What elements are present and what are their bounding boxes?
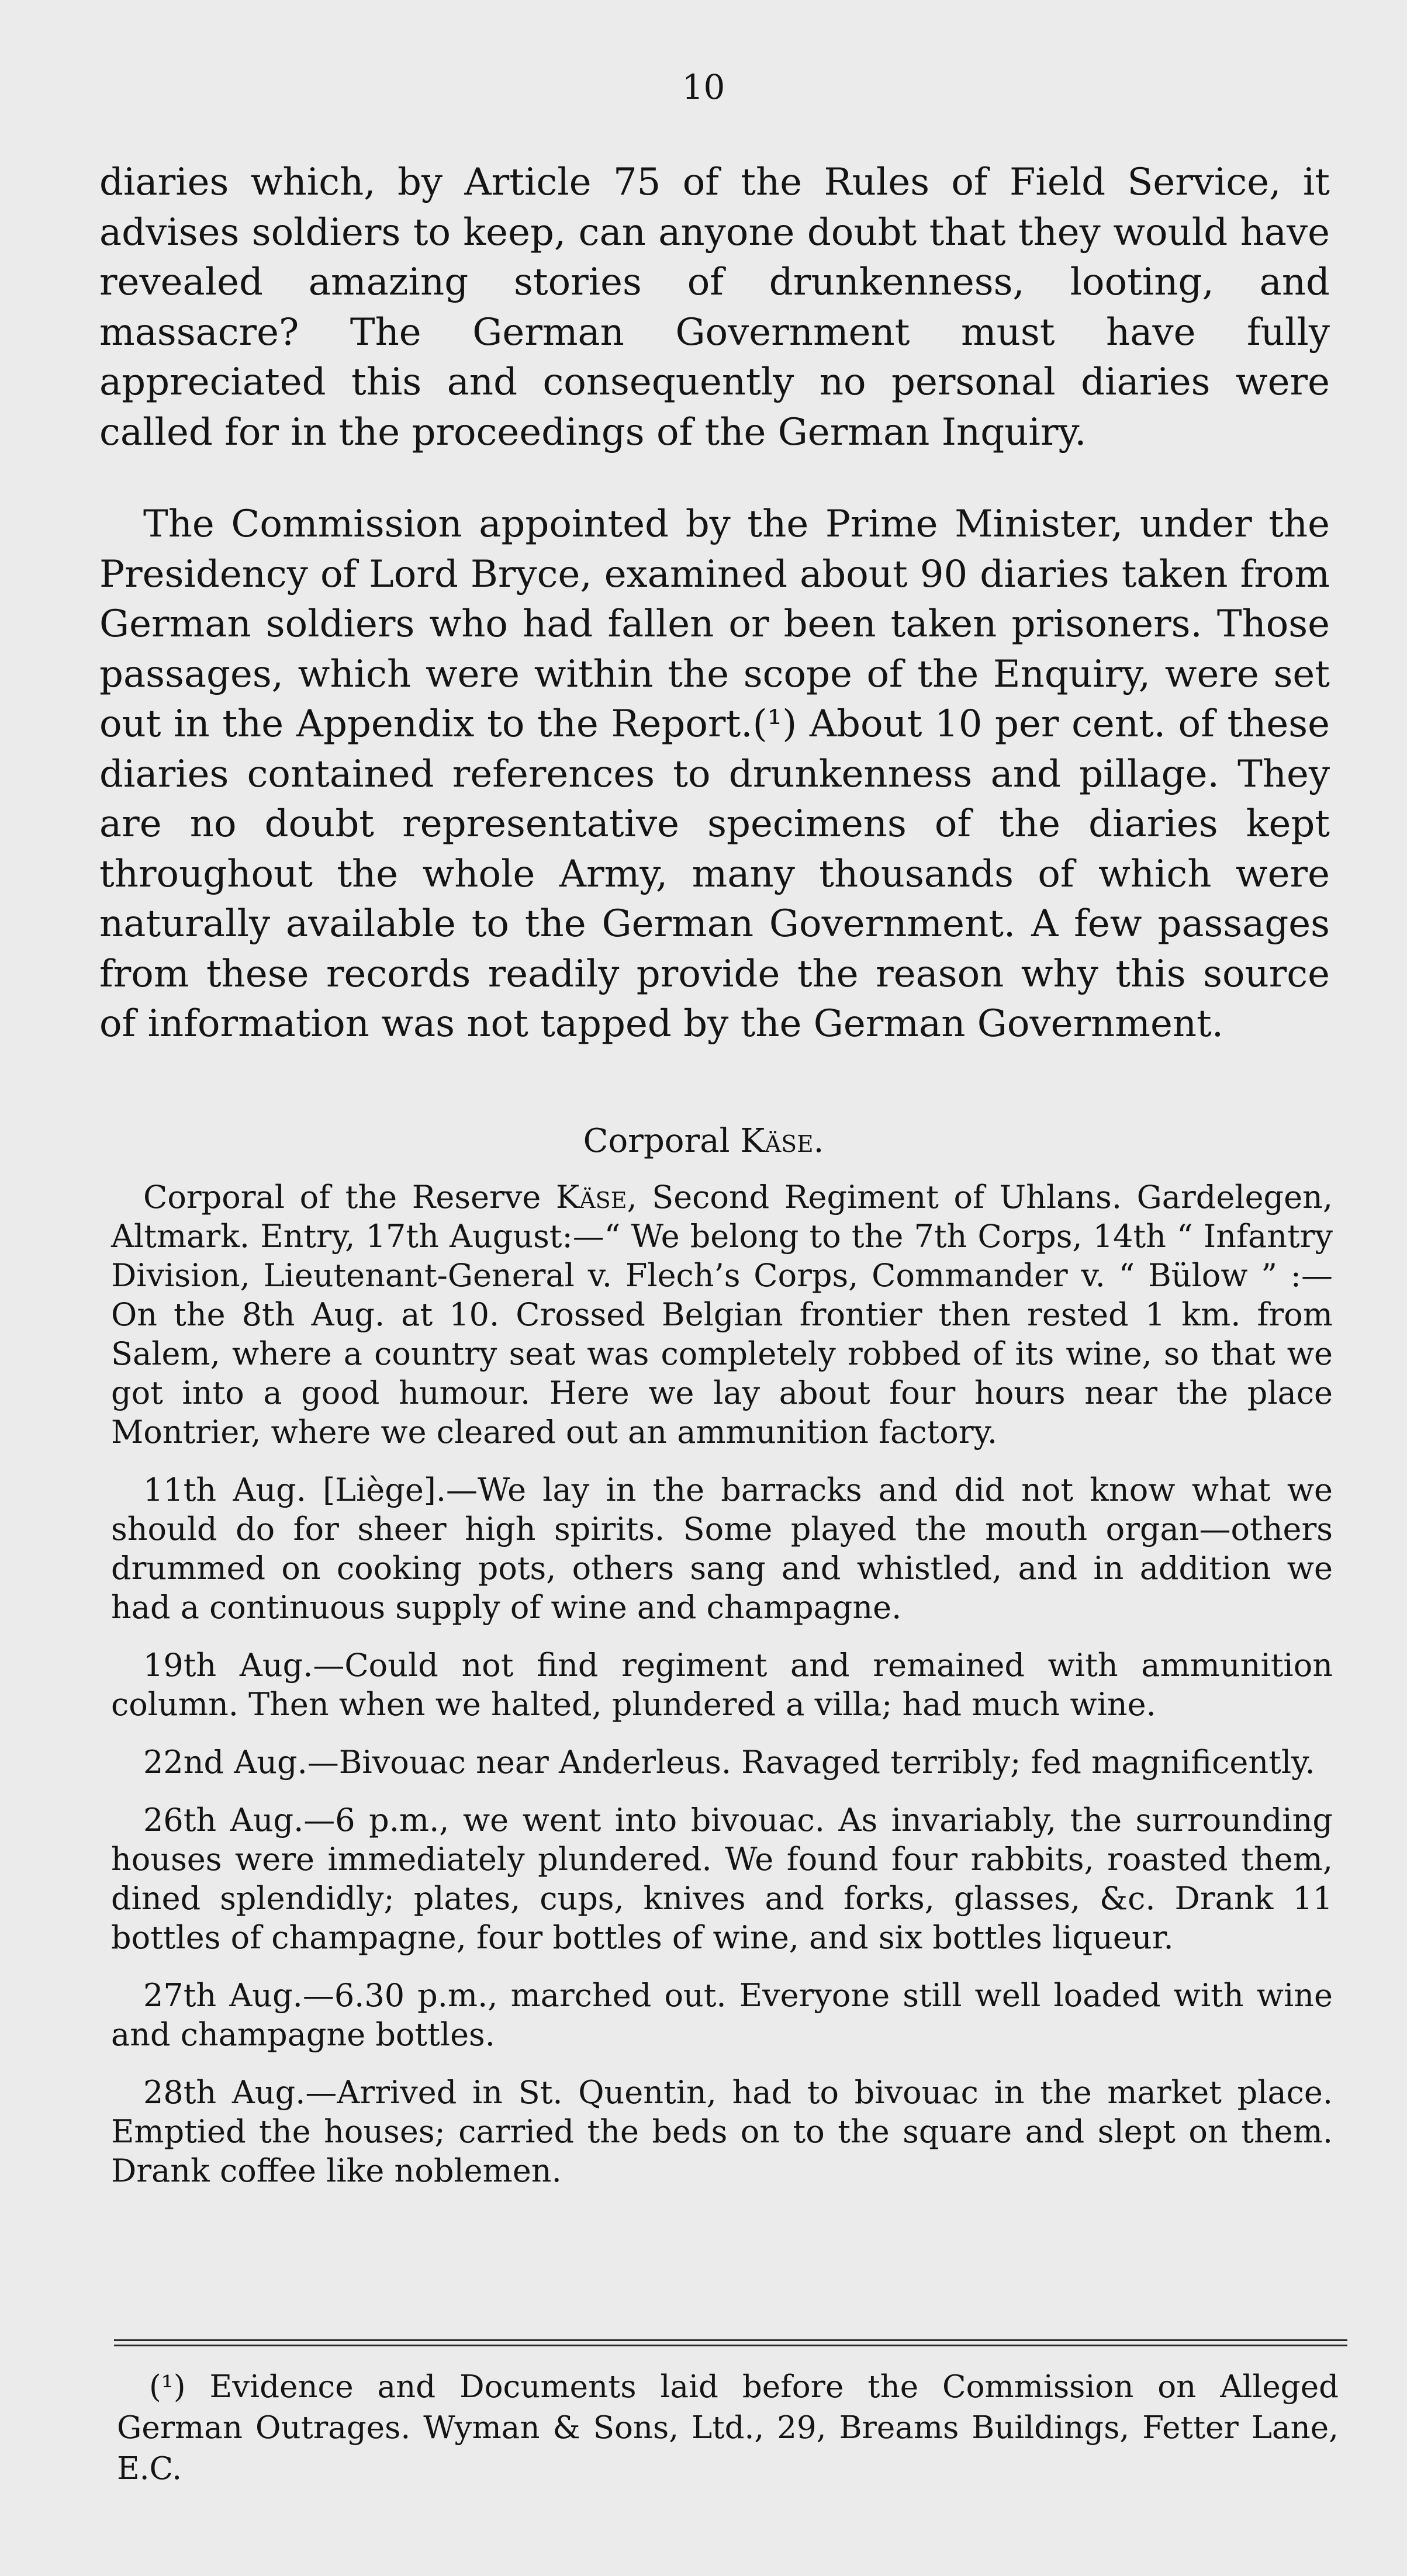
diary-entry: 19th Aug.—Could not find regiment and remained with ammunition column. Then when we halted, plundered a villa; had much wine. xyxy=(111,1647,1333,1723)
diary-entry: 22nd Aug.—Bivouac near Anderleus. Ravaged terribly; fed magnificently. xyxy=(143,1744,1315,1781)
page-number: 10 xyxy=(682,67,725,107)
diary-entry: 27th Aug.—6.30 p.m., marched out. Everyone still well loaded with wine and champagne bottles. xyxy=(111,1977,1333,2053)
diary-author-name: Käse xyxy=(555,1179,627,1216)
diary-entry-lead: Corporal of the Reserve xyxy=(143,1179,556,1216)
section-heading-prefix: Corporal xyxy=(583,1122,730,1160)
diary-entry: 28th Aug.—Arrived in St. Quentin, had to bivouac in the market place. Emptied the houses; carried the beds on to the square and slept on them. Drank coffee like noblemen. xyxy=(111,2074,1333,2189)
footnote-divider xyxy=(114,2345,1347,2346)
diary-entry: 26th Aug.—6 p.m., we went into bivouac. As invariably, the surrounding houses were immediately plundered. We found four rabbits, roasted them, dined splendidly; plates, cups, knives and forks, glasses, &c. Drank 11 bottles of champagne, four bottles of wine, and six bottles liqueur. xyxy=(111,1802,1333,1956)
footnote xyxy=(117,2367,1339,2490)
section-heading xyxy=(0,1122,1407,1160)
section-heading-name: Käse. xyxy=(740,1122,824,1160)
diary-entry xyxy=(111,1178,1333,1452)
footnote-divider xyxy=(114,2339,1347,2341)
diary-entry: 11th Aug. [Liège].—We lay in the barracks and did not know what we should do for sheer high spirits. Some played the mouth organ—others drummed on cooking pots, others sang and whistled, and in addition we had a continuous supply of wine and champagne. xyxy=(111,1471,1333,1626)
diary-entries xyxy=(111,1178,1333,2209)
footnote-text: (¹) Evidence and Documents laid before the Commission on Alleged German Outrages. Wyman & Sons, Ltd., 29, Breams Buildings, Fetter Lane, E.C. xyxy=(117,2369,1339,2487)
diary-entry-rest: , Second Regiment of Uhlans. Gardelegen, Altmark. Entry, 17th August:—“ We belong to the 7th Corps, 14th “ Infantry Division, Lieutenant-General v. Flech’s Corps, Commander v. “ Bülow ” :—On the 8th Aug. at 10. Crossed Belgian frontier then rested 1 km. from Salem, where a country seat was completely robbed of its wine, so that we got into a good humour. Here we lay about four hours near the place Montrier, where we cleared out an ammunition factory. xyxy=(111,1179,1333,1450)
body-paragraph-2-container xyxy=(99,500,1330,1050)
body-paragraph: The Commission appointed by the Prime Minister, under the Presidency of Lord Bryce, examined about 90 diaries taken from German soldiers who had fallen or been taken prisoners. Those passages, which were within the scope of the Enquiry, were set out in the Appendix to the Report.(¹) About 10 per cent. of these diaries contained references to drunkenness and pillage. They are no doubt representative specimens of the diaries kept throughout the whole Army, many thousands of which were naturally available to the German Government. A few passages from these records readily provide the reason why this source of information was not tapped by the German Government. xyxy=(99,503,1330,1045)
body-paragraph: diaries which, by Article 75 of the Rules of Field Service, it advises soldiers to keep, can anyone doubt that they would have revealed amazing stories of drunkenness, looting, and massacre? The German Government must have fully appreciated this and consequently no personal diaries were called for in the proceedings of the German Inquiry. xyxy=(99,161,1330,454)
body-paragraph-1-container xyxy=(99,158,1330,458)
